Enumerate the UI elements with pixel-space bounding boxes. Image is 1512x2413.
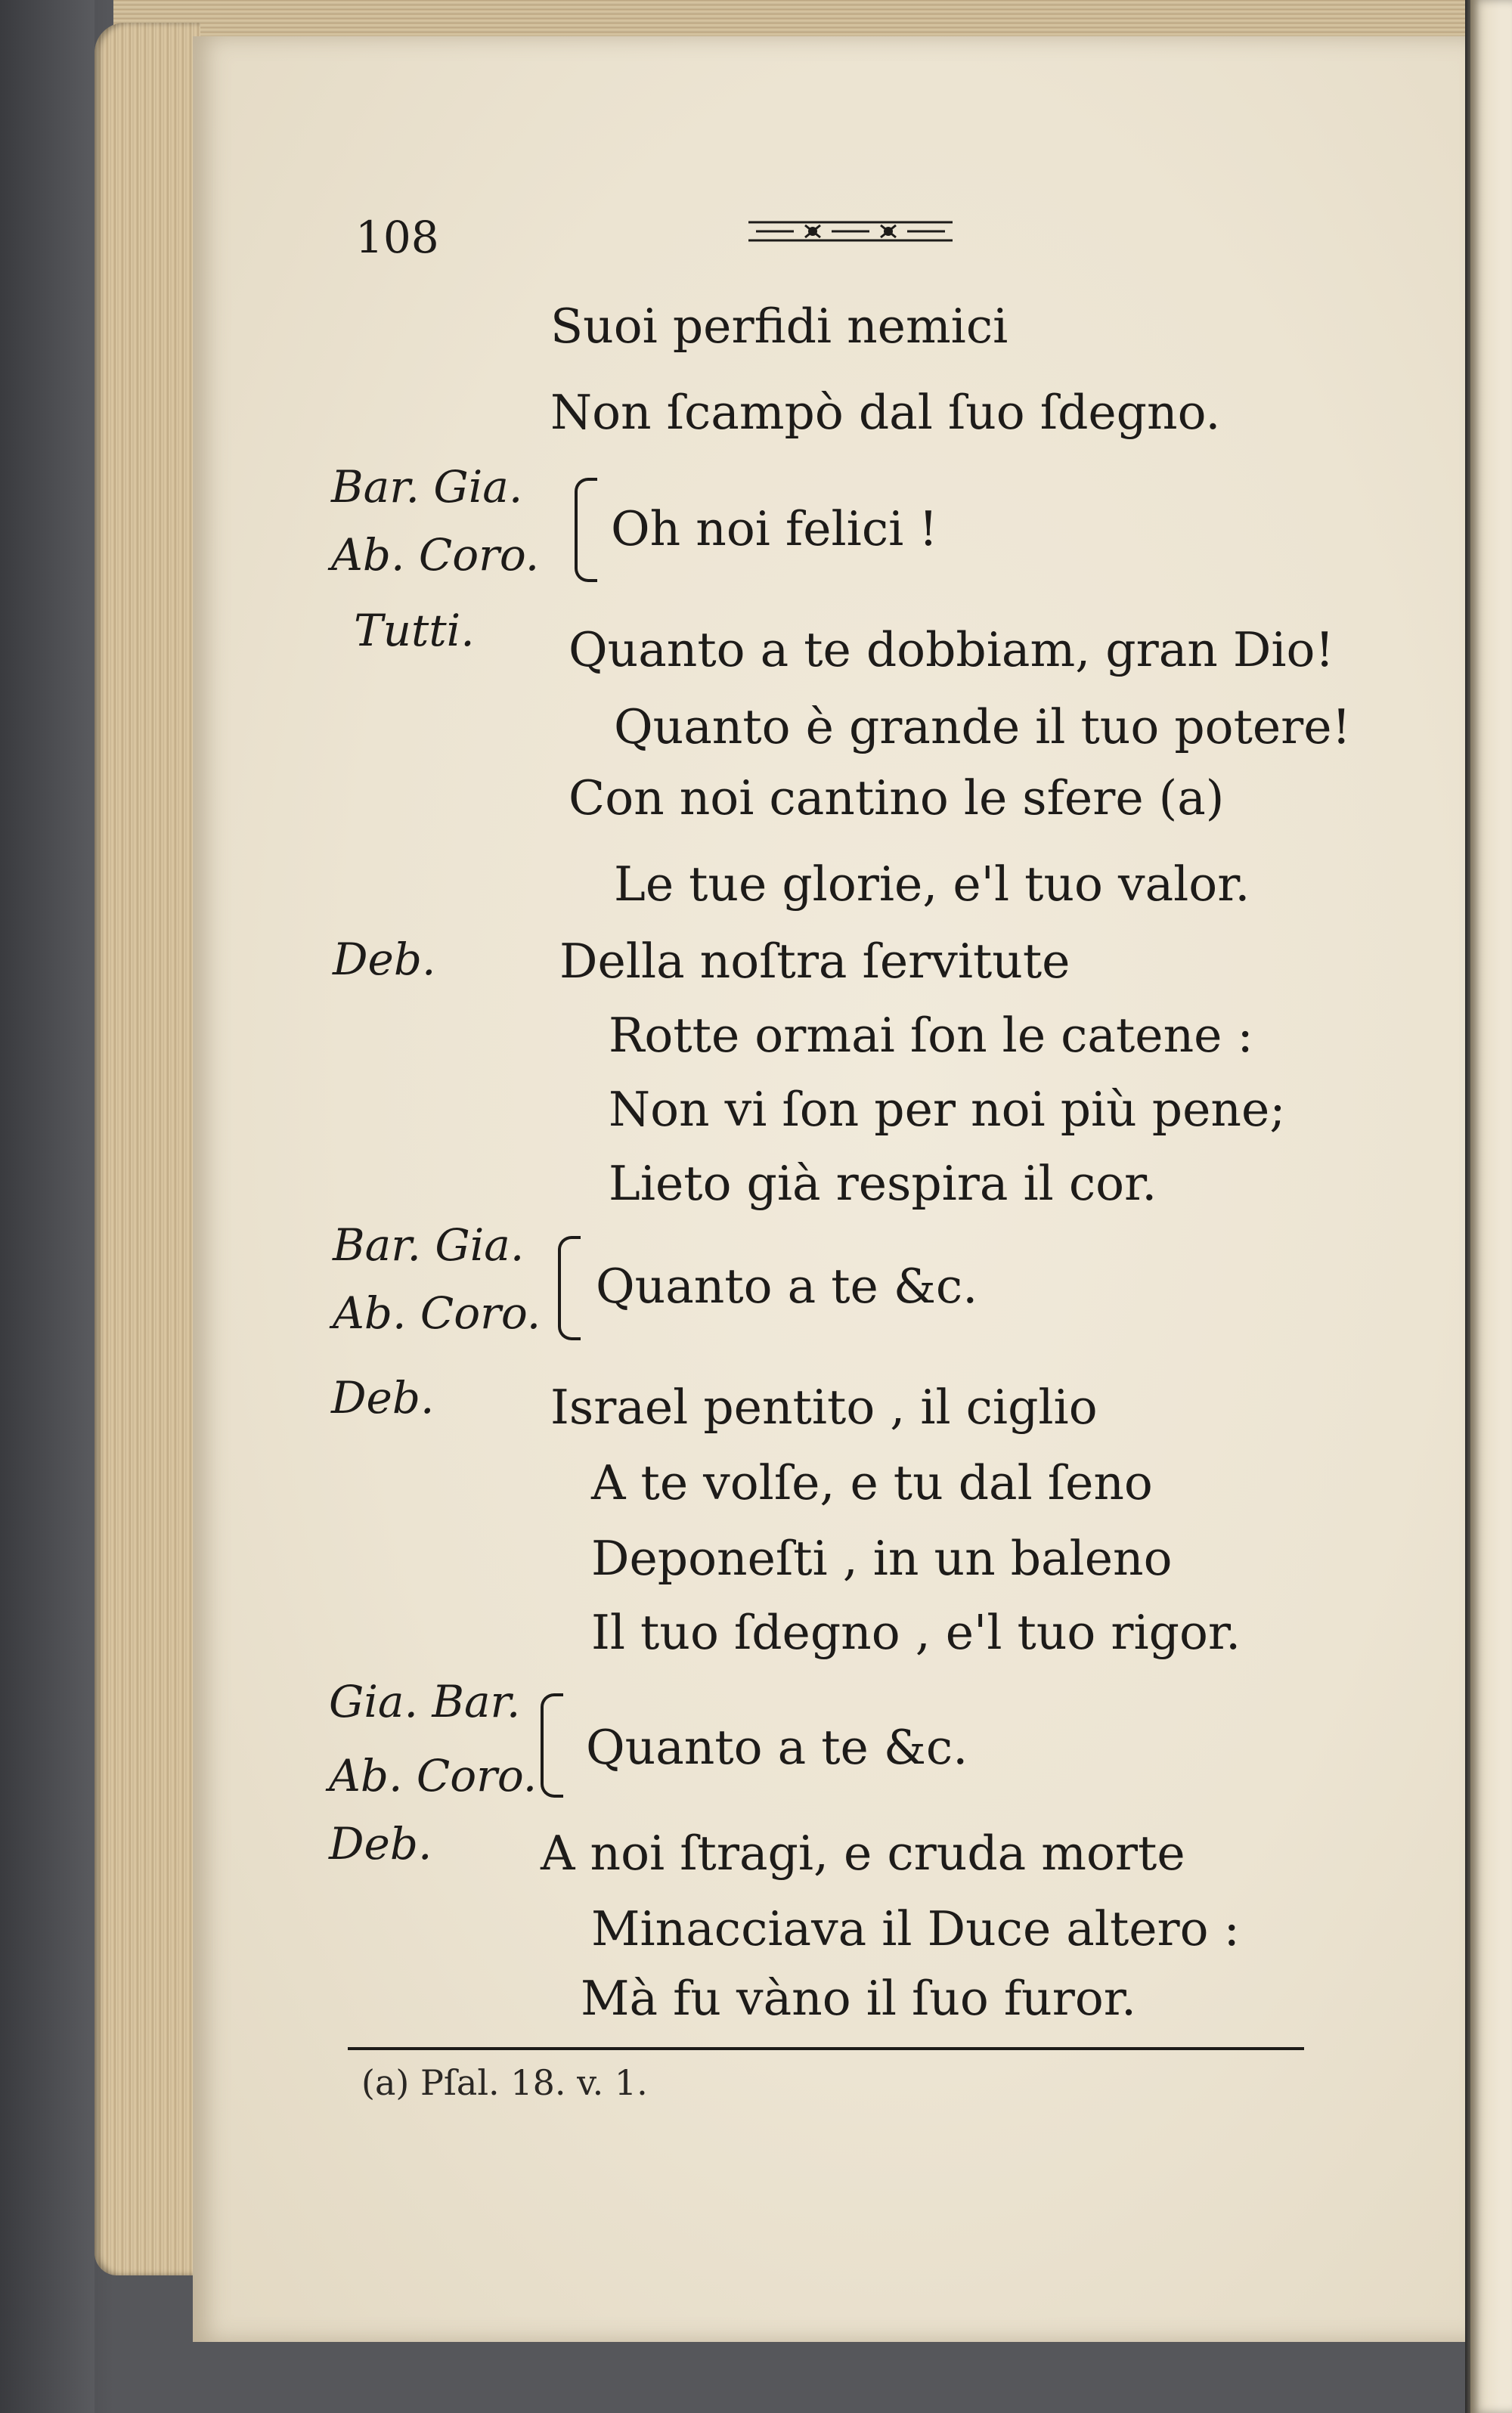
verse-line: Della noſtra ſervitute [559, 934, 1070, 989]
speaker-brace [575, 478, 597, 582]
speaker-label: Deb. [333, 934, 436, 985]
verse-line: Oh noi felici ! [611, 501, 938, 556]
page-number: 108 [355, 212, 439, 263]
verse-line: Quanto a te &c. [586, 1720, 968, 1775]
verse-line: A te volſe, e tu dal ſeno [591, 1455, 1153, 1510]
verse-line: Minacciava il Duce altero : [591, 1901, 1240, 1956]
speaker-brace [558, 1236, 581, 1340]
verse-line: Non vi ſon per noi più pene; [609, 1082, 1286, 1137]
next-page-edge [1470, 0, 1512, 2413]
page-stack-left [94, 23, 200, 2275]
verse-line: A noi ſtragi, e cruda morte [541, 1826, 1185, 1881]
speaker-label: Deb. [329, 1818, 432, 1869]
verse-line: Suoi perfidi nemici [550, 299, 1009, 354]
verse-line: Lieto già respira il cor. [609, 1156, 1157, 1211]
speaker-label: Ab. Coro. [331, 529, 540, 581]
verse-line: Rotte ormai ſon le catene : [609, 1008, 1253, 1063]
verse-line: Israel pentito , il ciglio [550, 1380, 1098, 1435]
speaker-label: Bar. Gia. [333, 1219, 525, 1271]
verse-line: Con noi cantino le sfere (a) [569, 770, 1225, 826]
verse-line: Quanto a te dobbiam, gran Dio! [569, 622, 1334, 677]
verse-line: Non ſcampò dal ſuo ſdegno. [550, 385, 1221, 440]
verse-line: Le tue glorie, e'l tuo valor. [614, 856, 1250, 912]
speaker-label: Bar. Gia. [331, 461, 523, 513]
footnote: (a) Pſal. 18. v. 1. [361, 2062, 648, 2103]
verse-line: Quanto è grande il tuo potere! [614, 699, 1351, 754]
book-cover-edge [0, 0, 94, 2413]
speaker-label: Gia. Bar. [329, 1676, 521, 1727]
speaker-label: Ab. Coro. [333, 1287, 541, 1339]
speaker-label: Ab. Coro. [329, 1750, 538, 1801]
verse-line: Il tuo ſdegno , e'l tuo rigor. [591, 1605, 1241, 1660]
verse-line: Deponeſti , in un baleno [591, 1531, 1173, 1586]
verse-line: Mà fu vàno il ſuo furor. [581, 1971, 1137, 2026]
speaker-brace [541, 1693, 563, 1798]
speaker-label: Tutti. [354, 605, 475, 656]
speaker-label: Deb. [331, 1372, 435, 1423]
footnote-rule [348, 2047, 1304, 2050]
verse-line: Quanto a te &c. [596, 1259, 978, 1314]
header-ornament [748, 216, 953, 246]
